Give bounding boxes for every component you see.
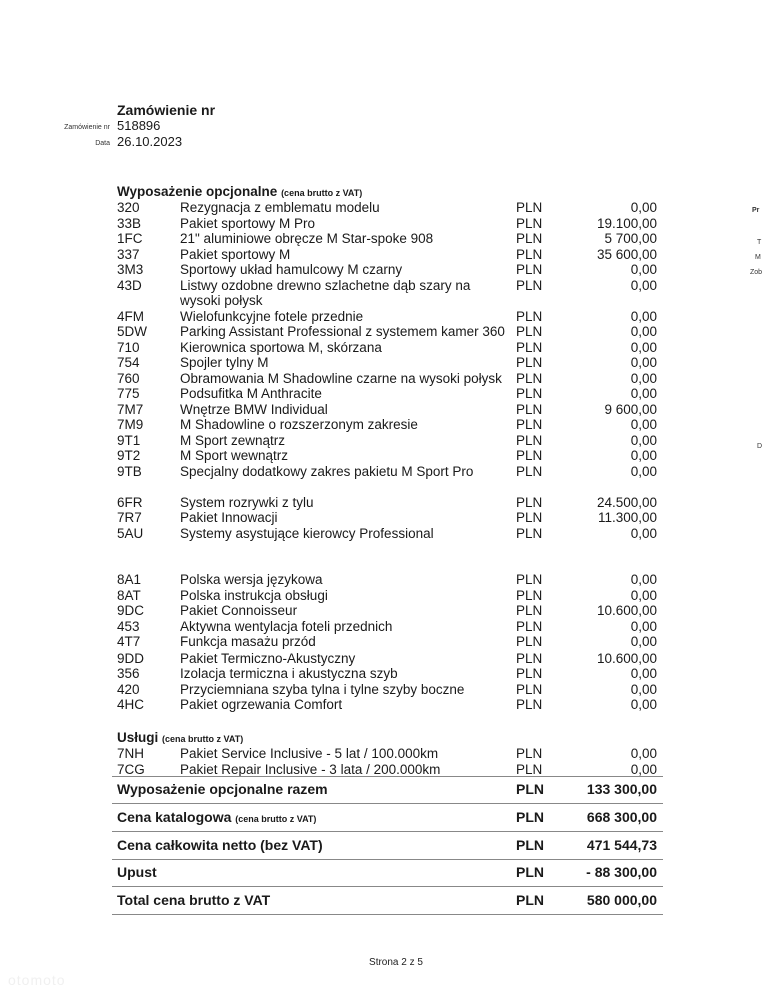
list-item [117,216,662,232]
item-amount: 10.600,00 [596,603,657,618]
item-amount: 0,00 [630,666,657,681]
item-code: 710 [117,339,140,355]
summary-row [112,887,663,915]
list-item [117,588,662,604]
item-amount: 0,00 [630,200,657,215]
list-item [117,572,662,588]
summary-row [112,832,663,860]
item-currency: PLN [516,510,543,525]
item-currency: PLN [516,355,543,370]
item-code: 9T2 [117,448,141,463]
item-description: Pakiet Service Inclusive - 5 lat / 100.000km [180,746,439,761]
summary-label [117,887,270,914]
item-amount: 0,00 [630,681,657,697]
item-code: 9DD [117,650,145,666]
item-description: Aktywna wentylacja foteli przednich [180,618,393,634]
summary-currency: PLN [516,809,544,825]
item-description: M Sport zewnątrz [180,432,286,448]
side-fragment: M [755,254,761,261]
item-currency: PLN [516,587,543,603]
item-description: Obramowania M Shadowline czarne na wysoki połysk [180,370,502,386]
list-item [117,634,662,650]
summary-currency: PLN [516,781,544,797]
item-amount: 0,00 [630,277,657,293]
item-code: 1FC [117,231,143,246]
item-description: Pakiet ogrzewania Comfort [180,697,343,712]
item-currency: PLN [516,262,543,277]
list-item [117,340,662,356]
item-amount: 0,00 [630,618,657,634]
item-amount: 0,00 [630,262,657,277]
summary-amount: 471 544,73 [586,837,657,853]
summary-row [112,859,663,887]
list-item [117,603,662,619]
item-description: Pakiet Repair Inclusive - 3 lata / 200.000km [180,761,441,777]
item-description: Pakiet sportowy M Pro [180,215,316,231]
summary-currency: PLN [516,892,544,908]
item-amount: 0,00 [630,697,657,712]
summary-label [117,832,323,859]
order-number-label: Zamówienie nr [64,124,110,131]
summary-amount: 133 300,00 [586,781,657,797]
item-currency: PLN [516,401,543,417]
item-amount: 5 700,00 [604,231,657,246]
item-currency: PLN [516,370,543,386]
item-description: Polska wersja językowa [180,572,323,587]
item-currency: PLN [516,448,543,463]
item-code: 7NH [117,746,145,761]
item-currency: PLN [516,681,543,697]
list-item [117,277,662,308]
summary-row [112,776,663,804]
optional-equipment-note: (cena brutto z VAT) [281,188,363,198]
item-description: Sportowy układ hamulcowy M czarny [180,262,403,277]
item-amount: 0,00 [630,308,657,324]
side-fragment: D [757,443,762,450]
item-currency: PLN [516,432,543,448]
services-heading [117,730,243,745]
item-amount: 0,00 [630,417,657,432]
date-label: Data [95,140,110,147]
item-code: 4FM [117,308,144,324]
list-item [117,355,662,371]
item-code: 7R7 [117,510,142,525]
item-currency: PLN [516,666,543,681]
item-description: Funkcja masażu przód [180,634,316,649]
summary-amount: 580 000,00 [586,892,657,908]
item-code: 8A1 [117,572,142,587]
item-currency: PLN [516,697,543,712]
item-code: 337 [117,246,140,262]
item-amount: 0,00 [630,634,657,649]
list-item [117,371,662,387]
item-description: Podsufitka M Anthracite [180,386,322,401]
list-item [117,510,662,526]
side-fragment: Zob [750,269,762,276]
item-code: 7CG [117,761,145,777]
item-currency: PLN [516,463,543,479]
item-code: 6FR [117,494,143,510]
item-amount: 0,00 [630,386,657,401]
item-description: Polska instrukcja obsługi [180,587,328,603]
order-date: 26.10.2023 [117,134,183,149]
item-amount: 0,00 [630,463,657,479]
item-currency: PLN [516,634,543,649]
item-description: Listwy ozdobne drewno szlachetne dąb szary na wysoki połysk [180,277,471,308]
list-item [117,309,662,325]
item-description: Pakiet Termiczno-Akustyczny [180,650,356,666]
item-code: 356 [117,666,140,681]
item-code: 775 [117,386,140,401]
item-description: Pakiet Innowacji [180,510,278,525]
item-amount: 0,00 [630,746,657,761]
item-amount: 0,00 [630,432,657,448]
summary-label [117,804,316,833]
item-currency: PLN [516,761,543,777]
optional-equipment-heading [117,184,362,199]
summary-label-text: Cena całkowita netto (bez VAT) [117,837,323,853]
item-currency: PLN [516,494,543,510]
item-description: Przyciemniana szyba tylna i tylne szyby boczne [180,681,465,697]
page-number: Strona 2 z 5 [369,957,423,968]
summary-label-text: Cena katalogowa [117,809,232,825]
item-currency: PLN [516,650,543,666]
item-description: Wielofunkcyjne fotele przednie [180,308,364,324]
item-amount: 0,00 [630,587,657,603]
list-item [117,746,662,762]
list-item [117,402,662,418]
item-code: 5AU [117,525,144,541]
watermark: otomoto [8,972,66,988]
item-description: 21" aluminiowe obręcze M Star-spoke 908 [180,231,434,246]
item-code: 320 [117,200,140,215]
item-description: M Sport wewnątrz [180,448,289,463]
list-item [117,666,662,682]
item-currency: PLN [516,525,543,541]
item-code: 9DC [117,603,145,618]
summary-label-text: Total cena brutto z VAT [117,892,271,908]
list-item [117,324,662,340]
item-amount: 19.100,00 [596,215,657,231]
item-amount: 0,00 [630,324,657,339]
item-code: 7M7 [117,401,144,417]
item-code: 4T7 [117,634,141,649]
item-code: 9T1 [117,432,141,448]
list-item [117,247,662,263]
list-item [117,448,662,464]
item-currency: PLN [516,246,543,262]
services-note: (cena brutto z VAT) [162,734,244,744]
list-item [117,495,662,511]
item-code: 420 [117,681,140,697]
item-amount: 0,00 [630,572,657,587]
item-amount: 0,00 [630,370,657,386]
item-amount: 0,00 [630,448,657,463]
item-currency: PLN [516,308,543,324]
item-code: 760 [117,370,140,386]
list-item [117,200,662,216]
side-fragment: T [757,239,762,246]
list-item [117,526,662,542]
list-item [117,262,662,278]
item-currency: PLN [516,603,543,618]
item-amount: 0,00 [630,355,657,370]
item-amount: 24.500,00 [596,494,657,510]
item-code: 9TB [117,463,142,479]
item-code: 7M9 [117,417,144,432]
item-amount: 0,00 [630,761,657,777]
item-description: Pakiet Connoisseur [180,603,298,618]
item-currency: PLN [516,746,543,761]
list-item [117,651,662,667]
list-item [117,619,662,635]
summary-row [112,804,663,832]
item-currency: PLN [516,200,543,215]
item-code: 754 [117,355,140,370]
summary-amount: 668 300,00 [586,809,657,825]
item-description: Pakiet sportowy M [180,246,291,262]
item-description: Parking Assistant Professional z systemem kamer 360 [180,324,505,339]
item-code: 5DW [117,324,147,339]
item-code: 3M3 [117,262,144,277]
item-currency: PLN [516,215,543,231]
item-description: Izolacja termiczna i akustyczna szyb [180,666,398,681]
summary-amount: - 88 300,00 [586,864,657,880]
list-item [117,682,662,698]
summary-note: (cena brutto z VAT) [235,814,317,824]
item-amount: 11.300,00 [597,510,657,525]
item-amount: 35 600,00 [596,246,657,262]
item-description: Specjalny dodatkowy zakres pakietu M Sport Pro [180,463,474,479]
summary-label [117,859,157,886]
item-description: M Shadowline o rozszerzonym zakresie [180,417,418,432]
summary-currency: PLN [516,837,544,853]
item-amount: 10.600,00 [596,650,657,666]
item-description: Kierownica sportowa M, skórzana [180,339,382,355]
summary-label-text: Upust [117,864,157,880]
item-description: Rezygnacja z emblematu modelu [180,200,380,215]
item-code: 4HC [117,697,145,712]
list-item [117,386,662,402]
item-amount: 9 600,00 [604,401,657,417]
item-currency: PLN [516,386,543,401]
list-item [117,464,662,480]
item-currency: PLN [516,417,543,432]
list-item [117,231,662,247]
item-code: 453 [117,618,140,634]
list-item [117,697,662,713]
item-amount: 0,00 [630,525,657,541]
list-item [117,762,662,778]
summary-label [117,776,328,803]
list-item [117,433,662,449]
item-currency: PLN [516,618,543,634]
optional-equipment-title: Wyposażenie opcjonalne [117,184,278,199]
item-description: Systemy asystujące kierowcy Professional [180,525,434,541]
item-code: 8AT [117,587,141,603]
item-description: Spojler tylny M [180,355,269,370]
summary-currency: PLN [516,864,544,880]
side-fragment: Pr [752,207,760,214]
order-number: 518896 [117,118,161,133]
item-amount: 0,00 [630,339,657,355]
item-currency: PLN [516,339,543,355]
order-title: Zamówienie nr [117,102,216,118]
item-code: 43D [117,277,142,293]
item-currency: PLN [516,572,543,587]
summary-label-text: Wyposażenie opcjonalne razem [117,781,328,797]
item-code: 33B [117,215,142,231]
item-currency: PLN [516,277,543,293]
item-description: Wnętrze BMW Individual [180,401,328,417]
item-description: System rozrywki z tylu [180,494,314,510]
item-currency: PLN [516,324,543,339]
item-currency: PLN [516,231,543,246]
list-item [117,417,662,433]
services-title: Usługi [117,730,159,745]
